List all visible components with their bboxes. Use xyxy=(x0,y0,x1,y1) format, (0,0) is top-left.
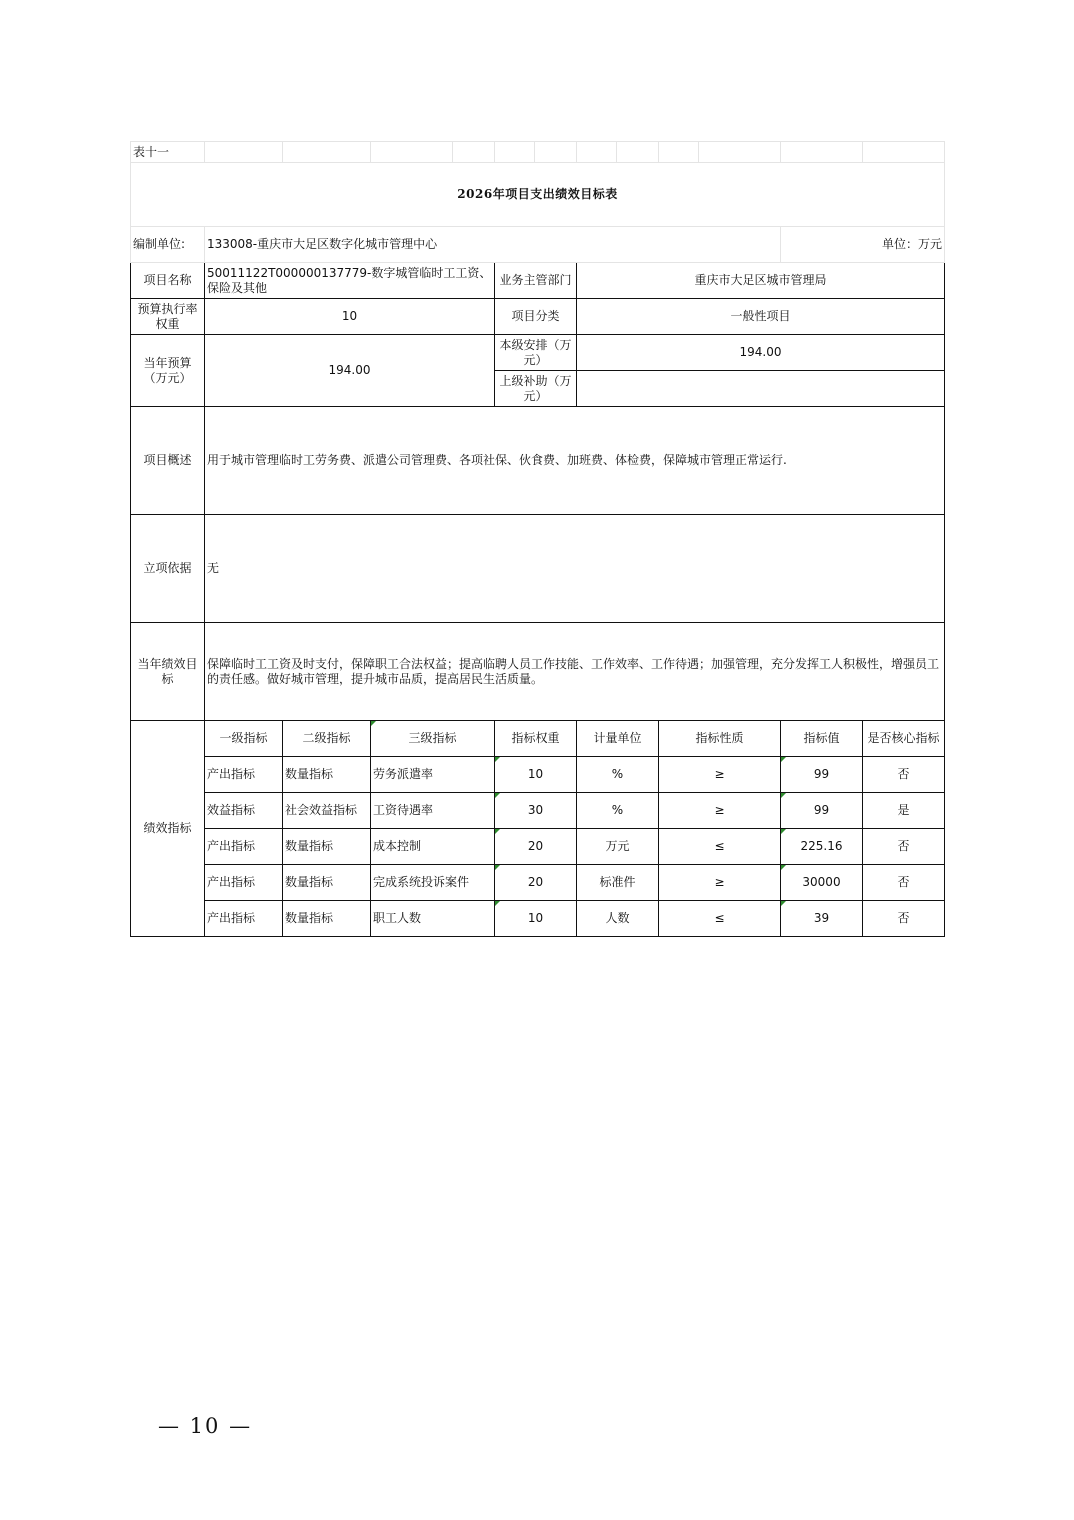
indicator-l3: 职工人数 xyxy=(371,901,495,937)
indicator-l1: 产出指标 xyxy=(205,865,283,901)
indicator-core: 否 xyxy=(863,757,945,793)
indicator-value: 225.16 xyxy=(781,829,863,865)
project-name-value: 50011122T000000137779-数字城管临时工工资、保险及其他 xyxy=(205,263,495,299)
indicator-core: 否 xyxy=(863,865,945,901)
indicators-label: 绩效指标 xyxy=(131,721,205,937)
table-row xyxy=(131,829,945,865)
indicator-l1: 产出指标 xyxy=(205,901,283,937)
budget-row xyxy=(131,335,945,371)
indicator-value: 99 xyxy=(781,757,863,793)
indicator-weight: 20 xyxy=(495,865,577,901)
indicator-value: 39 xyxy=(781,901,863,937)
indicator-l1: 产出指标 xyxy=(205,757,283,793)
goal-row xyxy=(131,623,945,721)
indicator-nature: ≤ xyxy=(659,901,781,937)
indicator-weight: 30 xyxy=(495,793,577,829)
performance-table xyxy=(130,141,945,937)
page-title: 2026年项目支出绩效目标表 xyxy=(131,163,945,227)
header-nature: 指标性质 xyxy=(659,721,781,757)
local-label: 本级安排（万元） xyxy=(495,335,577,371)
indicator-unit: % xyxy=(577,793,659,829)
indicator-core: 是 xyxy=(863,793,945,829)
indicator-nature: ≥ xyxy=(659,793,781,829)
indicator-unit: 万元 xyxy=(577,829,659,865)
currency-label: 单位：万元 xyxy=(781,227,945,263)
indicator-l2: 社会效益指标 xyxy=(283,793,371,829)
dept-label: 业务主管部门 xyxy=(495,263,577,299)
indicator-nature: ≥ xyxy=(659,757,781,793)
unit-row xyxy=(131,227,945,263)
header-value: 指标值 xyxy=(781,721,863,757)
indicator-l2: 数量指标 xyxy=(283,829,371,865)
indicator-l3: 成本控制 xyxy=(371,829,495,865)
basis-label: 立项依据 xyxy=(131,515,205,623)
indicator-l1: 产出指标 xyxy=(205,829,283,865)
basis-row xyxy=(131,515,945,623)
header-unit: 计量单位 xyxy=(577,721,659,757)
indicator-weight: 10 xyxy=(495,901,577,937)
overview-value: 用于城市管理临时工劳务费、派遣公司管理费、各项社保、伙食费、加班费、体检费，保障城市管理正常运行. xyxy=(205,407,945,515)
indicator-value: 99 xyxy=(781,793,863,829)
budget-label: 当年预算（万元） xyxy=(131,335,205,407)
unit-value: 133008-重庆市大足区数字化城市管理中心 xyxy=(205,227,781,263)
basis-value: 无 xyxy=(205,515,945,623)
page-number: — 10 — xyxy=(158,1414,253,1438)
indicator-unit: 标准件 xyxy=(577,865,659,901)
sheet-label-row xyxy=(131,142,945,163)
header-l2: 二级指标 xyxy=(283,721,371,757)
indicator-l2: 数量指标 xyxy=(283,757,371,793)
title-row xyxy=(131,163,945,227)
indicator-l2: 数量指标 xyxy=(283,865,371,901)
header-core: 是否核心指标 xyxy=(863,721,945,757)
local-value: 194.00 xyxy=(577,335,945,371)
exec-rate-row xyxy=(131,299,945,335)
budget-sheet xyxy=(130,141,944,937)
indicator-l1: 效益指标 xyxy=(205,793,283,829)
overview-label: 项目概述 xyxy=(131,407,205,515)
indicator-l3: 完成系统投诉案件 xyxy=(371,865,495,901)
indicator-unit: % xyxy=(577,757,659,793)
indicator-core: 否 xyxy=(863,901,945,937)
category-label: 项目分类 xyxy=(495,299,577,335)
header-l1: 一级指标 xyxy=(205,721,283,757)
table-row xyxy=(131,757,945,793)
indicator-header-row xyxy=(131,721,945,757)
project-name-label: 项目名称 xyxy=(131,263,205,299)
unit-label: 编制单位: xyxy=(131,227,205,263)
indicator-l2: 数量指标 xyxy=(283,901,371,937)
header-weight: 指标权重 xyxy=(495,721,577,757)
project-name-row xyxy=(131,263,945,299)
indicator-nature: ≤ xyxy=(659,829,781,865)
indicator-value: 30000 xyxy=(781,865,863,901)
indicator-l3: 工资待遇率 xyxy=(371,793,495,829)
indicator-core: 否 xyxy=(863,829,945,865)
superior-value xyxy=(577,371,945,407)
dept-value: 重庆市大足区城市管理局 xyxy=(577,263,945,299)
table-row xyxy=(131,901,945,937)
table-label: 表十一 xyxy=(131,142,205,163)
indicator-nature: ≥ xyxy=(659,865,781,901)
exec-rate-label: 预算执行率权重 xyxy=(131,299,205,335)
table-row xyxy=(131,793,945,829)
overview-row xyxy=(131,407,945,515)
category-value: 一般性项目 xyxy=(577,299,945,335)
goal-label: 当年绩效目标 xyxy=(131,623,205,721)
superior-label: 上级补助（万元） xyxy=(495,371,577,407)
indicator-l3: 劳务派遣率 xyxy=(371,757,495,793)
budget-value: 194.00 xyxy=(205,335,495,407)
indicator-weight: 10 xyxy=(495,757,577,793)
indicator-weight: 20 xyxy=(495,829,577,865)
header-l3: 三级指标 xyxy=(371,721,495,757)
table-row xyxy=(131,865,945,901)
goal-value: 保障临时工工资及时支付，保障职工合法权益；提高临聘人员工作技能、工作效率、工作待遇；加强管理，充分发挥工人积极性，增强员工的责任感。做好城市管理，提升城市品质，提高居民生活质量。 xyxy=(205,623,945,721)
indicator-unit: 人数 xyxy=(577,901,659,937)
exec-rate-value: 10 xyxy=(205,299,495,335)
